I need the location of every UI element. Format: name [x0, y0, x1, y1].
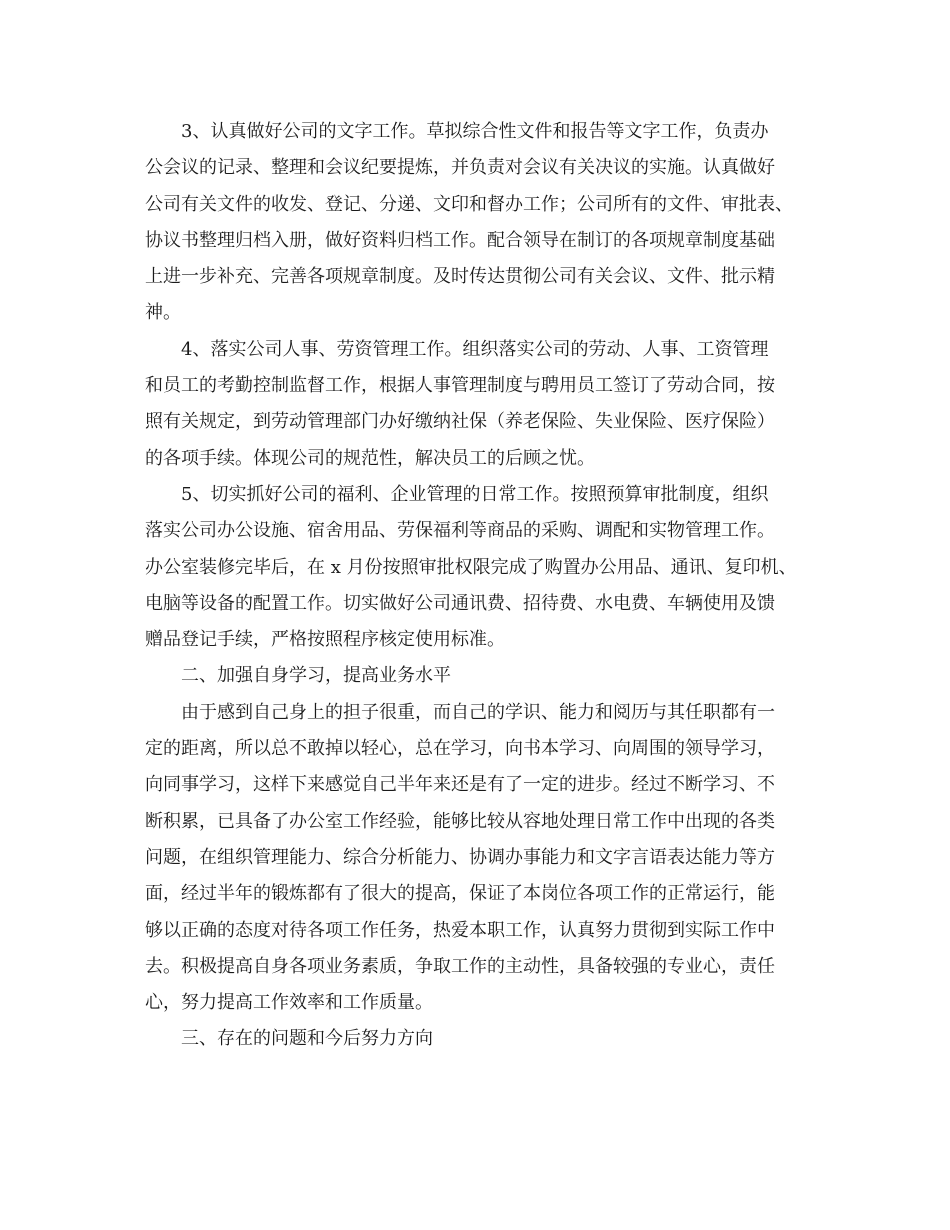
- text-line: 4、落实公司人事、劳资管理工作。组织落实公司的劳动、人事、工资管理: [181, 338, 769, 360]
- text-line: 定的距离，所以总不敢掉以轻心，总在学习，向书本学习、向周围的领导学习，: [145, 738, 775, 760]
- text-line: 公司有关文件的收发、登记、分递、文印和督办工作；公司所有的文件、审批表、: [145, 193, 793, 215]
- text-line: 够以正确的态度对待各项工作任务，热爱本职工作，认真努力贯彻到实际工作中: [145, 919, 775, 941]
- text-line: 赠品登记手续，严格按照程序核定使用标准。: [145, 629, 505, 651]
- document-body: [145, 114, 810, 1058]
- text-line: 上进一步补充、完善各项规章制度。及时传达贯彻公司有关会议、文件、批示精: [145, 266, 775, 288]
- text-line: 面，经过半年的锻炼都有了很大的提高，保证了本岗位各项工作的正常运行，能: [145, 883, 775, 905]
- text-line: 电脑等设备的配置工作。切实做好公司通讯费、招待费、水电费、车辆使用及馈: [145, 592, 775, 614]
- text-line: 去。积极提高自身各项业务素质，争取工作的主动性，具备较强的专业心，责任: [145, 955, 775, 977]
- text-line: 落实公司办公设施、宿舍用品、劳保福利等商品的采购、调配和实物管理工作。: [145, 520, 775, 542]
- text-line: 协议书整理归档入册，做好资料归档工作。配合领导在制订的各项规章制度基础: [145, 229, 775, 251]
- text-line: 和员工的考勤控制监督工作，根据人事管理制度与聘用员工签订了劳动合同，按: [145, 375, 775, 397]
- text-line: 的各项手续。体现公司的规范性，解决员工的后顾之忧。: [145, 447, 595, 469]
- text-line: 3、认真做好公司的文字工作。草拟综合性文件和报告等文字工作，负责办: [181, 121, 769, 142]
- text-line: 问题，在组织管理能力、综合分析能力、协调办事能力和文字言语表达能力等方: [145, 846, 775, 868]
- text-line: 断积累，已具备了办公室工作经验，能够比较从容地处理日常工作中出现的各类: [145, 810, 775, 832]
- text-line: 由于感到自己身上的担子很重，而自己的学识、能力和阅历与其任职都有一: [181, 701, 775, 723]
- text-line: 神。: [145, 302, 181, 324]
- text-line: 公会议的记录、整理和会议纪要提炼，并负责对会议有关决议的实施。认真做好: [145, 157, 775, 179]
- text-line: 5、切实抓好公司的福利、企业管理的日常工作。按照预算审批制度，组织: [181, 483, 769, 505]
- text-line: 办公室装修完毕后，在 x 月份按照审批权限完成了购置办公用品、通讯、复印机、: [145, 556, 797, 578]
- text-line: 二、加强自身学习，提高业务水平: [181, 665, 451, 687]
- text-line: 照有关规定，到劳动管理部门办好缴纳社保（养老保险、失业保险、医疗保险）: [145, 411, 775, 433]
- text-line: 三、存在的问题和今后努力方向: [181, 1028, 433, 1050]
- text-line: 向同事学习，这样下来感觉自己半年来还是有了一定的进步。经过不断学习、不: [145, 774, 775, 796]
- text-line: 心，努力提高工作效率和工作质量。: [145, 992, 433, 1014]
